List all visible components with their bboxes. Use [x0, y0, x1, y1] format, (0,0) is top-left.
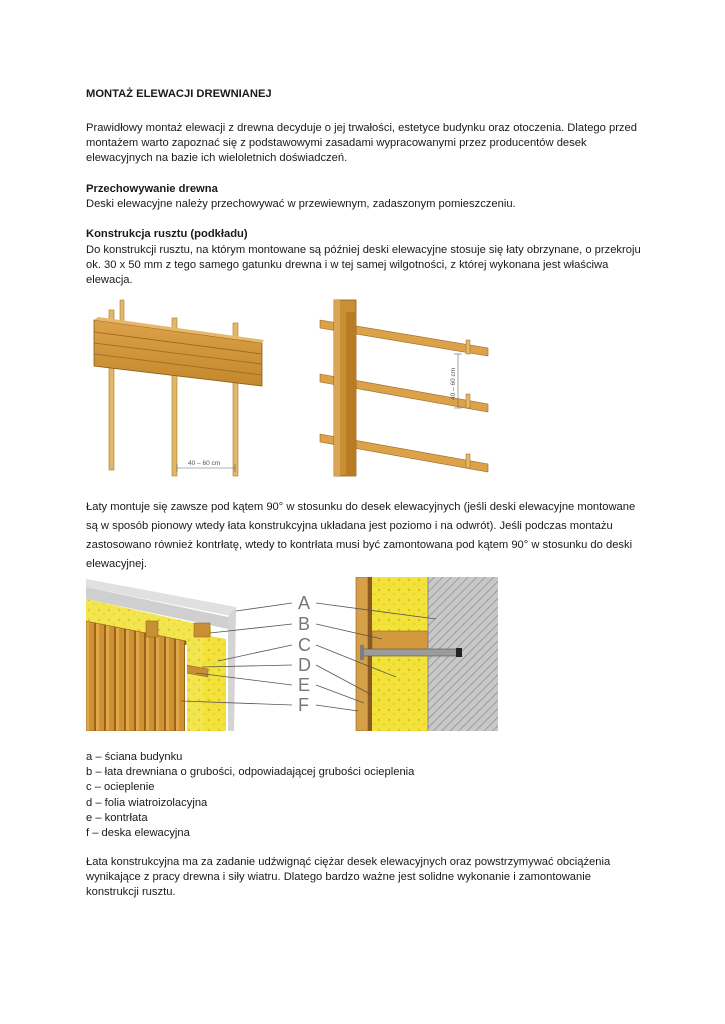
legend-item-b: b – łata drewniana o grubości, odpowiadającej grubości ocieplenia	[86, 766, 415, 779]
battens-paragraph: Łaty montuje się zawsze pod kątem 90° w stosunku do desek elewacyjnych (jeśli deski elewacyjne montowane są w sposób pionowy wtedy łata konstrukcyjna układana jest poziomo i na odwrót). Jeśli podczas montażu zastosowano również kontrłatę, wtedy to kontrłata musi być zamontowana pod kątem 90° w stosunku do deski elewacyjnej.	[86, 501, 636, 570]
facade-layers-figure	[86, 577, 498, 731]
spacing-label-vertical: 40 – 60 cm	[450, 367, 457, 400]
diagram-label-f: F	[298, 695, 309, 715]
legend-item-e: e – kontrłata	[86, 811, 148, 824]
frame-paragraph: Do konstrukcji rusztu, na którym montowane są później deski elewacyjne stosuje się łaty obrzynane, o przekroju ok. 30 x 50 mm z tego samego gatunku drewna i w tej samej wilgotności, z której wykonana jest właściwa elewacja.	[86, 244, 641, 287]
legend-item-c: c – ocieplenie	[86, 781, 155, 794]
spacing-label-horizontal: 40 – 60 cm	[188, 460, 221, 467]
diagram-label-e: E	[298, 675, 311, 695]
vertical-board-figure	[316, 296, 496, 481]
frame-heading: Konstrukcja rusztu (podkładu)	[86, 228, 248, 240]
intro-paragraph: Prawidłowy montaż elewacji z drewna decyduje o jej trwałości, estetyce budynku oraz otoczenia. Dlatego przed montażem warto zapoznać się z podstawowymi zasadami wypracowanymi przez producentów desek elewacyjnych na bazie ich wieloletnich doświadczeń.	[86, 122, 637, 165]
legend-item-d: d – folia wiatroizolacyjna	[86, 796, 208, 809]
storage-paragraph: Deski elewacyjne należy przechowywać w przewiewnym, zadaszonym pomieszczeniu.	[86, 198, 516, 210]
horizontal-boards-figure	[84, 298, 269, 481]
diagram-label-c: C	[298, 635, 311, 655]
storage-heading: Przechowywanie drewna	[86, 183, 218, 195]
document-title: MONTAŻ ELEWACJI DREWNIANEJ	[86, 88, 272, 100]
diagram-label-b: B	[298, 614, 311, 634]
diagram-label-a: A	[298, 593, 311, 613]
layers-legend	[86, 750, 414, 841]
legend-item-f: f – deska elewacyjna	[86, 827, 190, 840]
legend-item-a: a – ściana budynku	[86, 751, 183, 763]
final-paragraph: Łata konstrukcyjna ma za zadanie udźwignąć ciężar desek elewacyjnych oraz powstrzymywać obciążenia wynikające z pracy drewna i siły wiatru. Dlatego bardzo ważne jest solidne wykonanie i zamontowanie konstrukcji rusztu.	[86, 856, 611, 899]
diagram-label-d: D	[298, 655, 311, 675]
